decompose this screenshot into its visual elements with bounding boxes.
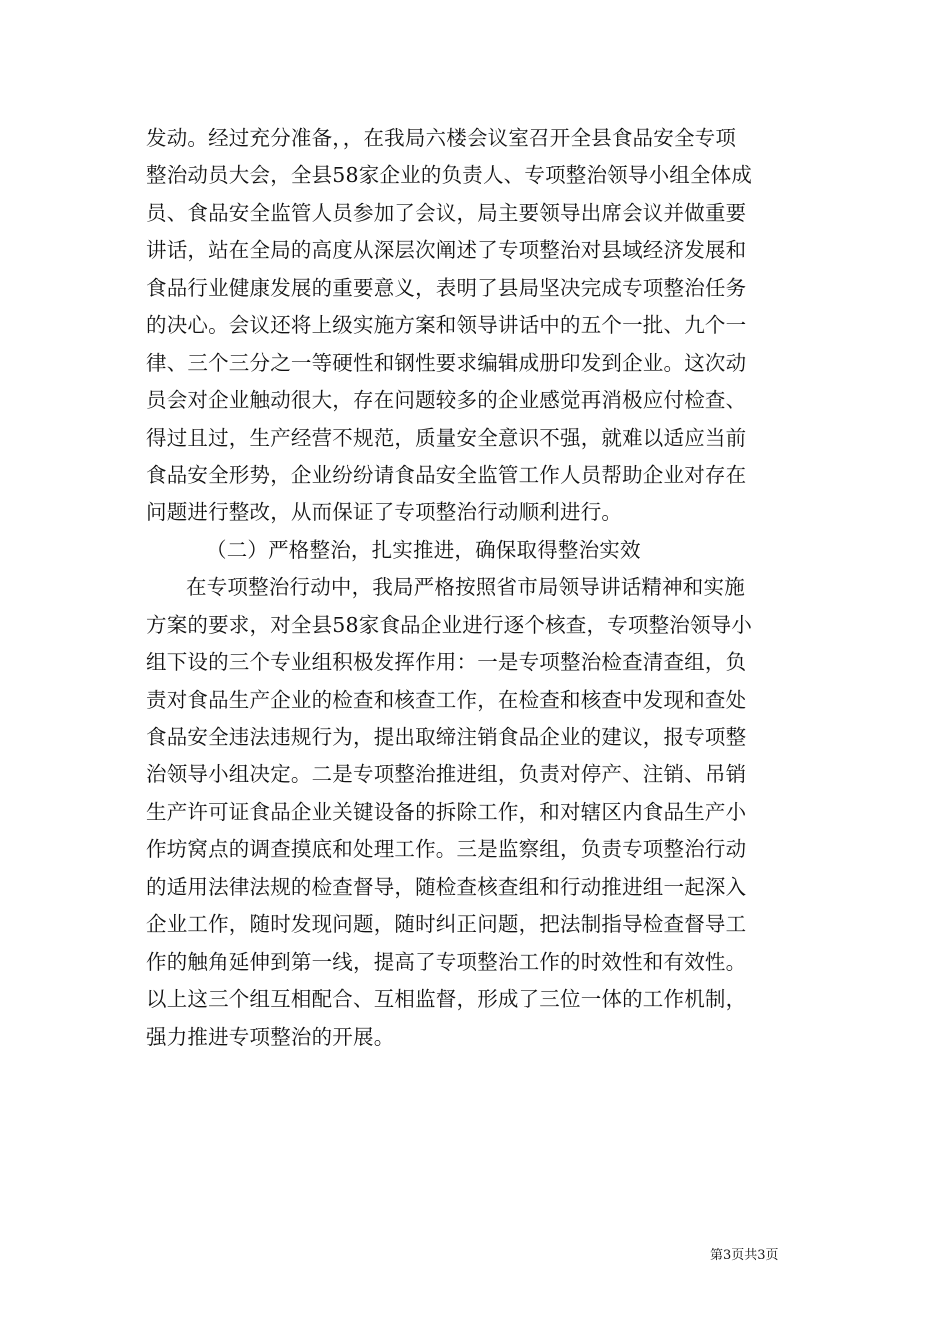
text-line: 发动。经过充分准备，，在我局六楼会议室召开全县食品安全专项 xyxy=(146,126,737,150)
text-line: 的决心。会议还将上级实施方案和领导讲话中的五个一批、九个一 xyxy=(146,313,747,338)
text-line: 员会对企业触动很大，存在问题较多的企业感觉再消极应付检查、 xyxy=(146,388,747,413)
body-text xyxy=(146,120,806,1056)
text-line: 整治动员大会，全县58家企业的负责人、专项整治领导小组全体成 xyxy=(146,163,753,188)
text-line: 讲话，站在全局的高度从深层次阐述了专项整治对县域经济发展和 xyxy=(146,238,747,263)
text-line: 的适用法律法规的检查督导，随检查核查组和行动推进组一起深入 xyxy=(146,874,747,899)
text-line: 生产许可证食品企业关键设备的拆除工作，和对辖区内食品生产小 xyxy=(146,799,747,824)
text-line: 组下设的三个专业组积极发挥作用：一是专项整治检查清查组，负 xyxy=(146,650,747,675)
text-line: 治领导小组决定。二是专项整治推进组，负责对停产、注销、吊销 xyxy=(146,762,747,787)
text-line: 以上这三个组互相配合、互相监督，形成了三位一体的工作机制， xyxy=(146,987,747,1012)
section-heading: （二）严格整治，扎实推进，确保取得整治实效 xyxy=(206,537,641,562)
text-line: 责对食品生产企业的检查和核查工作，在检查和核查中发现和查处 xyxy=(146,687,747,712)
text-line: 得过且过，生产经营不规范，质量安全意识不强，就难以适应当前 xyxy=(146,425,747,450)
text-line: 食品行业健康发展的重要意义，表明了县局坚决完成专项整治任务 xyxy=(146,275,747,300)
text-line: 方案的要求，对全县58家食品企业进行逐个核查，专项整治领导小 xyxy=(146,612,753,637)
text-line: 作坊窝点的调查摸底和处理工作。三是监察组，负责专项整治行动 xyxy=(146,837,747,862)
text-line: 企业工作，随时发现问题，随时纠正问题，把法制指导检查督导工 xyxy=(146,912,747,937)
text-line: 员、食品安全监管人员参加了会议，局主要领导出席会议并做重要 xyxy=(146,200,747,225)
text-line: 强力推进专项整治的开展。 xyxy=(146,1024,395,1049)
text-line: 问题进行整改，从而保证了专项整治行动顺利进行。 xyxy=(146,500,623,525)
page-number-footer: 第3页共3页 xyxy=(710,1248,779,1263)
text-line: 律、三个三分之一等硬性和钢性要求编辑成册印发到企业。这次动 xyxy=(146,350,747,375)
text-line: 作的触角延伸到第一线，提高了专项整治工作的时效性和有效性。 xyxy=(146,949,747,974)
text-line: 食品安全形势，企业纷纷请食品安全监管工作人员帮助企业对存在 xyxy=(146,462,747,487)
text-line: 在专项整治行动中，我局严格按照省市局领导讲话精神和实施 xyxy=(186,575,745,600)
text-line: 食品安全违法违规行为，提出取缔注销食品企业的建议，报专项整 xyxy=(146,725,747,749)
